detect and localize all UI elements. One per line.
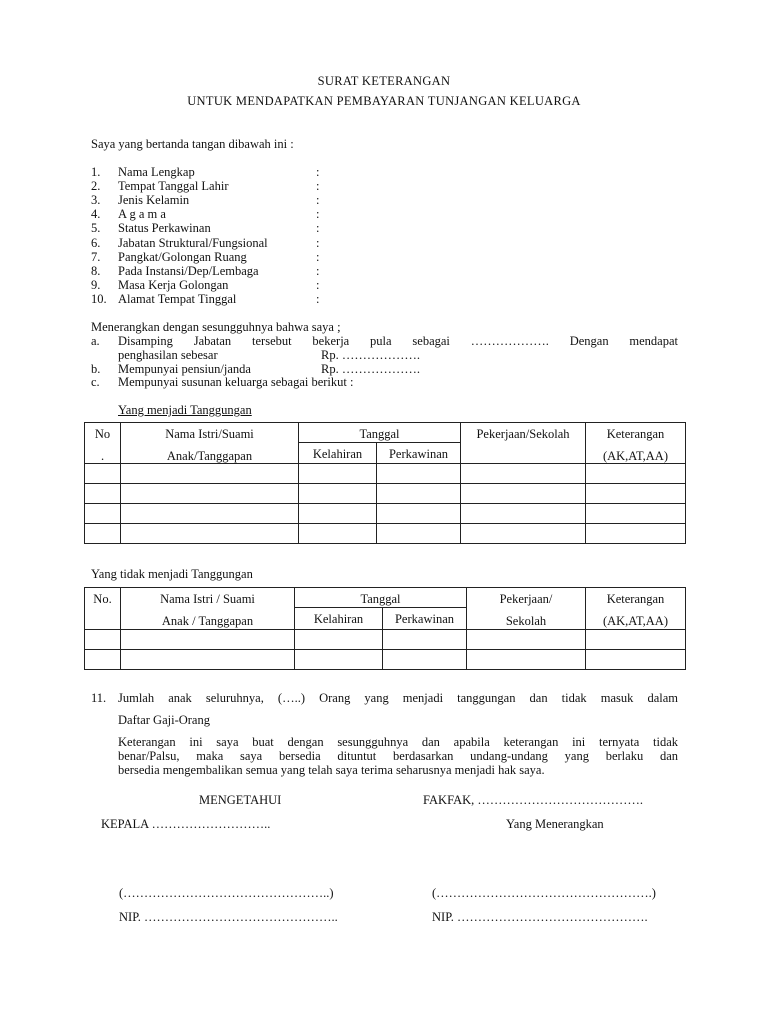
table1-name-header: Nama Istri/Suami Anak/Tanggapan [121,423,299,464]
field-colon: : [316,207,320,221]
item-c-label: Mempunyai susunan keluarga sebagai berikut : [118,375,354,389]
item11-line2: Daftar Gaji-Orang [118,713,210,727]
field-colon: : [316,221,320,235]
table2-kelahiran-header: Kelahiran [295,608,383,630]
place-date: FAKFAK, …………………………………. [423,793,644,807]
closing-line3: bersedia mengembalikan semua yang telah saya terima seharusnya menjadi hak saya. [118,763,545,777]
table-row [85,650,686,670]
table2-perkawinan-header: Perkawinan [383,608,467,630]
field-label: Pangkat/Golongan Ruang [118,250,247,264]
item-a-income-label: penghasilan sebesar [118,348,218,362]
field-number: 8. [91,264,101,278]
closing-line1: Keterangan ini saya buat dengan sesungguhnya dan apabila keterangan ini ternyata tidak [118,735,678,749]
signatory-left-name: (…………………………………………..) [119,886,334,900]
field-number: 9. [91,278,101,292]
item-b-label: Mempunyai pensiun/janda [118,362,251,376]
field-label: Tempat Tanggal Lahir [118,179,229,193]
signatory-left-nip: NIP. ……………………………………….. [119,910,338,924]
doc-title: SURAT KETERANGAN [317,74,451,88]
field-label: Nama Lengkap [118,165,195,179]
table1-kelahiran-header: Kelahiran [299,443,377,464]
mengetahui-label: MENGETAHUI [199,793,282,807]
field-label: A g a m a [118,207,166,221]
field-label: Jabatan Struktural/Fungsional [118,236,268,250]
field-colon: : [316,292,320,306]
field-number: 3. [91,193,101,207]
field-number: 6. [91,236,101,250]
item-a-income-value: Rp. ………………. [321,348,420,362]
field-label: Alamat Tempat Tinggal [118,292,237,306]
field-colon: : [316,179,320,193]
table2-tanggal-header: Tanggal [295,588,467,608]
field-colon: : [316,264,320,278]
signatory-right-nip: NIP. ………………………………………. [432,910,648,924]
field-label: Status Perkawinan [118,221,211,235]
item-a-number: a. [91,334,100,348]
table-row [85,524,686,544]
field-colon: : [316,165,320,179]
table1-keterangan-header: Keterangan (AK,AT,AA) [586,423,686,464]
table1-pekerjaan-header: Pekerjaan/Sekolah [461,423,586,464]
table1-no-header: No . [85,423,121,464]
intro-text: Saya yang bertanda tangan dibawah ini : [91,137,294,151]
field-label: Pada Instansi/Dep/Lembaga [118,264,259,278]
item11-line1: Jumlah anak seluruhnya, (…..) Orang yang menjadi tanggungan dan tidak masuk dalam [118,691,678,705]
table2-name-header: Nama Istri / Suami Anak / Tanggapan [121,588,295,630]
field-label: Masa Kerja Golongan [118,278,229,292]
field-colon: : [316,193,320,207]
field-colon: : [316,236,320,250]
item-b-value: Rp. ………………. [321,362,420,376]
item11-number: 11. [91,691,107,705]
field-number: 5. [91,221,101,235]
table2-keterangan-header: Keterangan (AK,AT,AA) [586,588,686,630]
table-row [85,504,686,524]
field-number: 7. [91,250,101,264]
table1-tanggal-header: Tanggal [299,423,461,443]
item-c-number: c. [91,375,100,389]
dependents-table [84,422,686,544]
field-number: 4. [91,207,101,221]
item-a-line1: Disamping Jabatan tersebut bekerja pula sebagai ………………. Dengan mendapat [118,334,678,348]
doc-subtitle: UNTUK MENDAPATKAN PEMBAYARAN TUNJANGAN KELUARGA [187,94,581,108]
field-colon: : [316,250,320,264]
table2-pekerjaan-header: Pekerjaan/ Sekolah [467,588,586,630]
table1-perkawinan-header: Perkawinan [377,443,461,464]
closing-line2: benar/Palsu, maka saya bersedia dituntut berdasarkan undang-undang yang berlaku dan [118,749,678,763]
field-colon: : [316,278,320,292]
declaration-text: Menerangkan dengan sesungguhnya bahwa saya ; [91,320,341,334]
field-number: 10. [91,292,107,306]
table2-no-header: No. [85,588,121,630]
non-dependents-table [84,587,686,670]
kepala-label: KEPALA ……………………….. [101,817,271,831]
table-row [85,464,686,484]
table-row [85,630,686,650]
table1-caption: Yang menjadi Tanggungan [118,403,252,417]
yang-menerangkan-label: Yang Menerangkan [506,817,604,831]
signatory-right-name: (…………………………………………….) [432,886,656,900]
table2-caption: Yang tidak menjadi Tanggungan [91,567,253,581]
field-number: 2. [91,179,101,193]
table-row [85,484,686,504]
field-label: Jenis Kelamin [118,193,190,207]
item-b-number: b. [91,362,101,376]
field-number: 1. [91,165,101,179]
